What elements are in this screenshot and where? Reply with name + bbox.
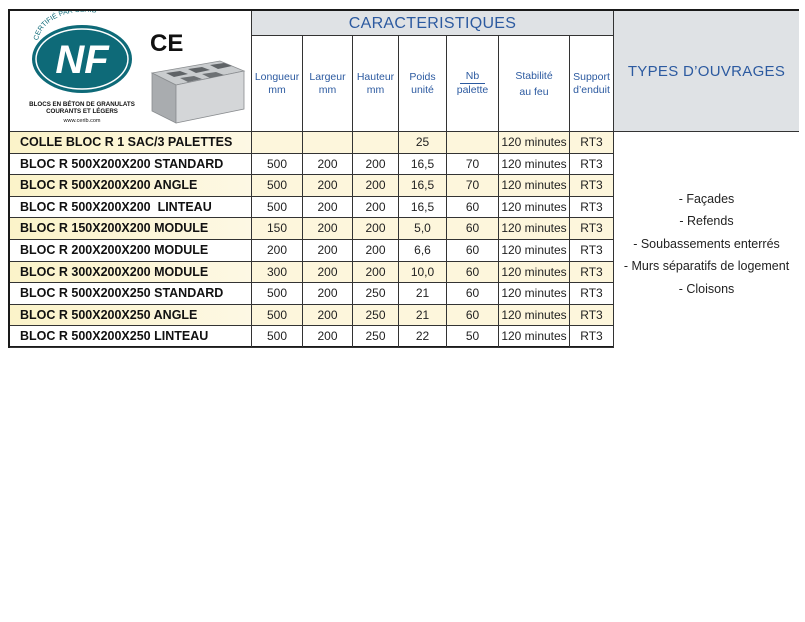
table-cell: 60 [447, 305, 499, 327]
table-cell: 16,5 [399, 175, 447, 197]
table-cell: 500 [252, 154, 303, 176]
table-cell: 200 [353, 197, 399, 219]
svg-text:CERTIFIÉ PAR CERIB: CERTIFIÉ PAR [33, 11, 74, 41]
table-cell: 200 [303, 175, 353, 197]
table-cell: RT3 [570, 305, 614, 327]
table-cell: 50 [447, 326, 499, 348]
table-cell: RT3 [570, 132, 614, 154]
table-cell: 70 [447, 154, 499, 176]
col-header-poids: Poids unité [399, 36, 447, 132]
list-item: - Refends [679, 214, 734, 229]
table-cell: 300 [252, 262, 303, 284]
table-cell: 200 [252, 240, 303, 262]
table-cell: 5,0 [399, 218, 447, 240]
table-row-name: BLOC R 500X200X250 ANGLE [10, 305, 252, 327]
table-row-name: BLOC R 500X200X250 LINTEAU [10, 326, 252, 348]
table-row-name: BLOC R 200X200X200 MODULE [10, 240, 252, 262]
table-cell: 500 [252, 283, 303, 305]
svg-text:CE: CE [150, 30, 184, 57]
table-cell: 120 minutes [499, 262, 570, 284]
table-cell: 60 [447, 283, 499, 305]
table-cell: 60 [447, 262, 499, 284]
table-cell: 200 [353, 240, 399, 262]
table-cell: RT3 [570, 197, 614, 219]
list-item: - Façades [678, 192, 735, 206]
col-header-largeur: Largeur mm [303, 36, 353, 132]
table-row-name: BLOC R 500X200X200 LINTEAU [10, 197, 252, 219]
product-table [8, 9, 799, 348]
table-cell: 60 [447, 218, 499, 240]
table-cell: 21 [399, 283, 447, 305]
concrete-block-icon [152, 61, 244, 123]
nf-logo-icon [10, 11, 250, 131]
table-cell: RT3 [570, 240, 614, 262]
table-row-name: BLOC R 150X200X200 MODULE [10, 218, 252, 240]
table-cell: 250 [353, 305, 399, 327]
table-row-name: BLOC R 500X200X200 ANGLE [10, 175, 252, 197]
table-cell: 21 [399, 305, 447, 327]
table-cell: RT3 [570, 283, 614, 305]
table-cell: 120 minutes [499, 154, 570, 176]
table-cell: 500 [252, 326, 303, 348]
table-cell [252, 132, 303, 154]
table-cell: RT3 [570, 175, 614, 197]
table-row-name: BLOC R 500X200X250 STANDARD [10, 283, 252, 305]
table-cell: 200 [353, 262, 399, 284]
table-cell: 16,5 [399, 197, 447, 219]
table-cell: 200 [303, 218, 353, 240]
table-cell: 120 minutes [499, 283, 570, 305]
table-cell: RT3 [570, 262, 614, 284]
table-cell: RT3 [570, 154, 614, 176]
table-cell: 250 [353, 283, 399, 305]
table-cell: 500 [252, 305, 303, 327]
table-cell: 250 [353, 326, 399, 348]
table-cell: 60 [447, 197, 499, 219]
table-cell: 60 [447, 240, 499, 262]
table-cell: 22 [399, 326, 447, 348]
table-cell: 120 minutes [499, 326, 570, 348]
col-header-hauteur: Hauteur mm [353, 36, 399, 132]
col-header-nb-palette: Nb palette [447, 36, 499, 132]
table-cell: 200 [303, 262, 353, 284]
svg-text:BLOCS EN BÉTON DE GRANULATS: BLOCS EN BÉTON DE GRANULATS [29, 101, 135, 108]
table-cell: 120 minutes [499, 175, 570, 197]
list-item: - Soubassements enterrés [633, 236, 780, 251]
table-cell: 200 [303, 154, 353, 176]
table-cell: 200 [303, 326, 353, 348]
table-cell: 120 minutes [499, 240, 570, 262]
table-cell: 200 [353, 175, 399, 197]
col-header-longueur: Longueur mm [252, 36, 303, 132]
svg-text:COURANTS ET LÉGERS: COURANTS ET LÉGERS [46, 108, 118, 115]
svg-text:NF: NF [55, 38, 109, 82]
table-cell: RT3 [570, 326, 614, 348]
types-ouvrages-list [614, 132, 799, 348]
table-cell: 120 minutes [499, 305, 570, 327]
table-cell [447, 132, 499, 154]
table-cell: 120 minutes [499, 132, 570, 154]
table-cell: 200 [353, 218, 399, 240]
table-cell: 6,6 [399, 240, 447, 262]
table-row-name: COLLE BLOC R 1 SAC/3 PALETTES [10, 132, 252, 154]
table-cell: 200 [303, 283, 353, 305]
table-cell: 200 [303, 197, 353, 219]
types-ouvrages-header: TYPES D’OUVRAGES [614, 11, 799, 132]
table-cell: 120 minutes [499, 197, 570, 219]
table-cell: 500 [252, 197, 303, 219]
table-cell [353, 132, 399, 154]
table-cell: 16,5 [399, 154, 447, 176]
table-cell: 200 [303, 240, 353, 262]
table-cell: 200 [353, 154, 399, 176]
logo-area [10, 11, 252, 132]
table-cell: 150 [252, 218, 303, 240]
table-cell: 70 [447, 175, 499, 197]
table-cell: RT3 [570, 218, 614, 240]
list-item: - Murs séparatifs de logement [623, 259, 790, 274]
table-row-name: BLOC R 300X200X200 MODULE [10, 262, 252, 284]
svg-text:www.cerib.com: www.cerib.com [63, 118, 101, 124]
table-cell [303, 132, 353, 154]
table-cell: 200 [303, 305, 353, 327]
col-header-stabilite: Stabilité au feu [499, 36, 570, 132]
list-item: - Cloisons [678, 281, 735, 296]
col-header-support: Support d’enduit [570, 36, 614, 132]
table-row-name: BLOC R 500X200X200 STANDARD [10, 154, 252, 176]
table-cell: 10,0 [399, 262, 447, 284]
caracteristiques-header: CARACTERISTIQUES [252, 11, 614, 36]
table-cell: 500 [252, 175, 303, 197]
table-cell: 25 [399, 132, 447, 154]
table-cell: 120 minutes [499, 218, 570, 240]
